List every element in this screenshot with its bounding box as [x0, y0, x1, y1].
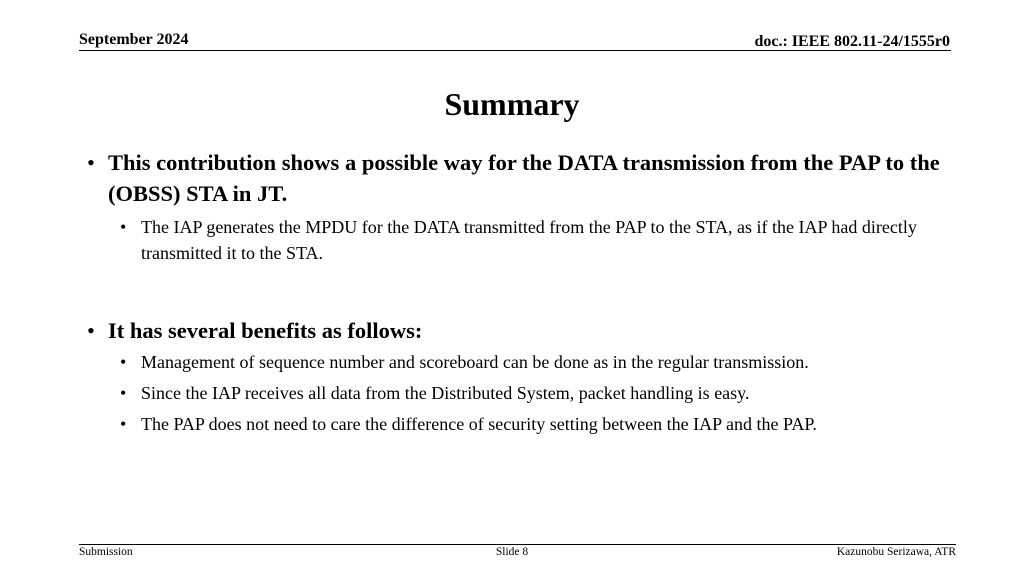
- bullet-dot: •: [87, 150, 95, 175]
- slide-body: [87, 147, 967, 437]
- sub-bullet-iap-mpdu: [120, 214, 967, 266]
- bullet-benefits-text: It has several benefits as follows:: [108, 318, 423, 343]
- footer-divider: [79, 544, 956, 545]
- sub-bullet-dot: •: [120, 217, 127, 237]
- header-doc-id: doc.: IEEE 802.11-24/1555r0: [754, 33, 950, 50]
- sub-bullet-sequence-number-text: Management of sequence number and scoreboard can be done as in the regular transmission.: [141, 352, 809, 372]
- footer-slide-number: Slide 8: [495, 546, 529, 558]
- header-divider: [79, 50, 951, 51]
- sub-bullet-iap-mpdu-text: The IAP generates the MPDU for the DATA transmitted from the PAP to the STA, as if the IAP had directly transmitted it to the STA.: [141, 217, 917, 263]
- bullet-contribution-text: This contribution shows a possible way for the DATA transmission from the PAP to the (OBSS) STA in JT.: [108, 150, 940, 206]
- sub-bullet-security-setting-text: The PAP does not need to care the difference of security setting between the IAP and the PAP.: [141, 414, 817, 434]
- slide-title: Summary: [444, 86, 580, 122]
- sub-bullet-packet-handling: [120, 380, 967, 406]
- bullet-dot: •: [87, 318, 95, 343]
- sub-bullet-dot: •: [120, 383, 127, 403]
- bullet-contribution: [87, 147, 967, 209]
- sub-bullet-security-setting: [120, 411, 967, 437]
- sub-bullet-dot: •: [120, 352, 127, 372]
- sub-bullet-dot: •: [120, 414, 127, 434]
- header-date: September 2024: [79, 31, 189, 48]
- sub-bullet-sequence-number: [120, 349, 967, 375]
- bullet-benefits: [87, 315, 967, 346]
- sub-bullet-packet-handling-text: Since the IAP receives all data from the Distributed System, packet handling is easy.: [141, 383, 750, 403]
- footer-submission: Submission: [79, 546, 133, 558]
- footer-author: Kazunobu Serizawa, ATR: [836, 546, 956, 558]
